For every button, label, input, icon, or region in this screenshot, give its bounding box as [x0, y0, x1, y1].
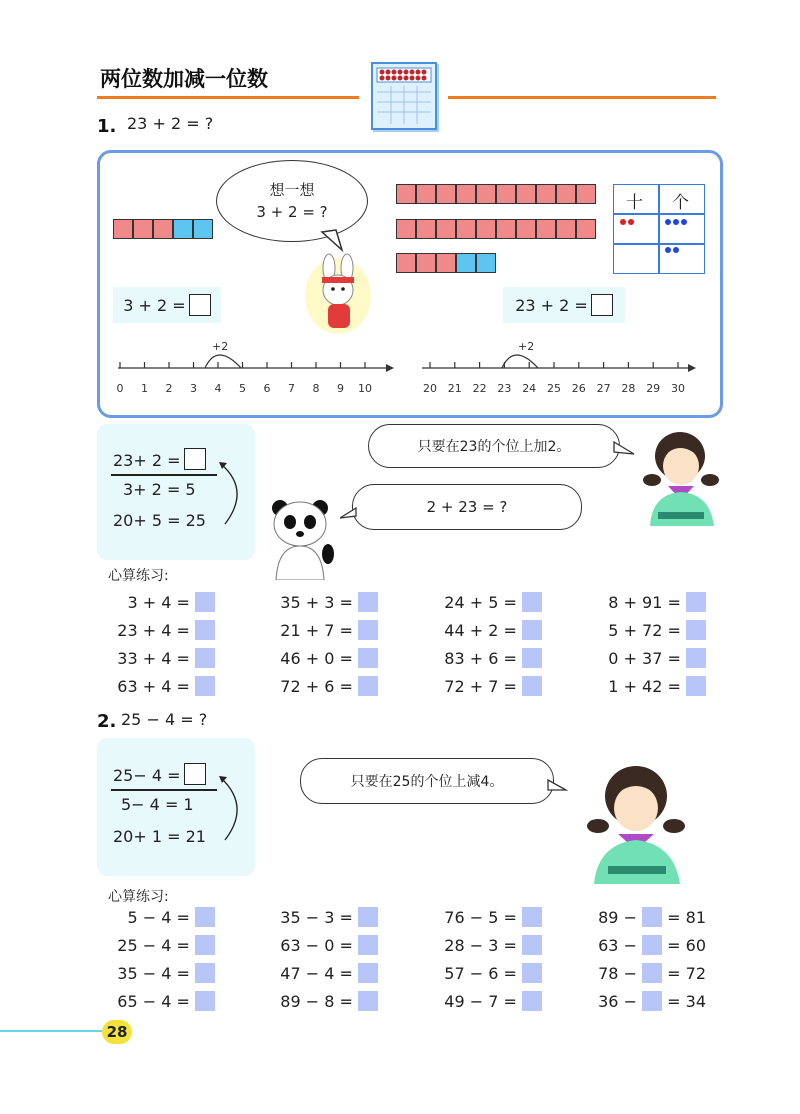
practice-item: [444, 620, 542, 640]
practice-text: 5 − 4 =: [127, 908, 195, 927]
ten-bar-2: [396, 219, 596, 239]
red-unit: [556, 219, 576, 239]
practice-text: 57 − 6 =: [444, 964, 522, 983]
rabbit-figure: [302, 250, 374, 336]
practice-item: [280, 648, 378, 668]
practice-item: [117, 676, 215, 696]
answer-blank[interactable]: [522, 648, 542, 668]
answer-blank[interactable]: [686, 620, 706, 640]
practice-text: 1 + 42 =: [608, 677, 686, 696]
answer-box[interactable]: [184, 448, 206, 470]
ones-counters: [662, 217, 702, 247]
practice-item: [127, 592, 215, 612]
red-unit: [556, 184, 576, 204]
practice-item: [117, 648, 215, 668]
red-unit: [536, 219, 556, 239]
practice-text: 89 −: [598, 908, 643, 927]
girl-figure-2: [584, 752, 690, 884]
tick-label: 3: [190, 382, 197, 395]
practice-text: 78 −: [598, 964, 643, 983]
practice-text: 63 + 4 =: [117, 677, 195, 696]
red-unit: [516, 219, 536, 239]
answer-blank[interactable]: [522, 676, 542, 696]
practice-item: [280, 991, 378, 1011]
tick-label: 1: [141, 382, 148, 395]
practice-text: = 72: [662, 964, 706, 983]
practice-text: 63 −: [598, 936, 643, 955]
answer-blank[interactable]: [522, 907, 542, 927]
tick-label: 27: [596, 382, 611, 395]
practice-text: 35 − 3 =: [280, 908, 358, 927]
practice-text: 65 − 4 =: [117, 992, 195, 1011]
practice-text: = 81: [662, 908, 706, 927]
calc-text: 25− 4 =: [113, 766, 181, 785]
practice-item: [598, 907, 706, 927]
practice-item: [444, 907, 542, 927]
girl-speech-bubble-1: 只要在23的个位上加2。: [368, 424, 620, 468]
red-unit: [396, 184, 416, 204]
practice-text: 23 + 4 =: [117, 621, 195, 640]
practice-item: [608, 620, 706, 640]
practice-text: = 34: [662, 992, 706, 1011]
answer-blank[interactable]: [195, 991, 215, 1011]
tick-label: 22: [472, 382, 487, 395]
section-2-number: 2.: [97, 711, 117, 732]
practice-text: 76 − 5 =: [444, 908, 522, 927]
blue-unit: [193, 219, 213, 239]
page-number: 28: [102, 1020, 132, 1044]
tick-label: 4: [214, 382, 222, 395]
title-underline-left: [97, 96, 359, 99]
tick-label: 0: [116, 382, 124, 395]
practice-text: 49 − 7 =: [444, 992, 522, 1011]
practice-item: [117, 991, 215, 1011]
bubble-tail: [338, 506, 358, 522]
answer-blank[interactable]: [686, 648, 706, 668]
big-equation: 23 + 2 =: [515, 295, 588, 315]
tick-label: 25: [547, 382, 561, 395]
practice-text: 21 + 7 =: [280, 621, 358, 640]
red-unit: [153, 219, 173, 239]
answer-blank[interactable]: [358, 676, 378, 696]
red-unit: [476, 219, 496, 239]
blue-unit: [476, 253, 496, 273]
answer-blank[interactable]: [522, 620, 542, 640]
practice-text: 0 + 37 =: [608, 649, 686, 668]
practice-text: 28 − 3 =: [444, 936, 522, 955]
answer-box[interactable]: [184, 763, 206, 785]
red-unit: [133, 219, 153, 239]
practice-text: 72 + 7 =: [444, 677, 522, 696]
tick-label: 26: [571, 382, 586, 395]
tick-label: 5: [239, 382, 246, 395]
tick-label: 8: [312, 382, 320, 395]
answer-blank[interactable]: [195, 935, 215, 955]
practice-text: 72 + 6 =: [280, 677, 358, 696]
bubble-tail: [546, 778, 568, 796]
practice-item: [117, 935, 215, 955]
practice-item: [598, 991, 706, 1011]
red-unit: [496, 184, 516, 204]
practice-text: 47 − 4 =: [280, 964, 358, 983]
bubble-tail: [612, 440, 636, 460]
red-unit: [416, 253, 436, 273]
tens-header: 十: [626, 193, 643, 213]
practice-text: 3 + 4 =: [127, 593, 195, 612]
practice-label-2: 心算练习:: [108, 889, 169, 905]
practice-item: [280, 676, 378, 696]
red-unit: [113, 219, 133, 239]
answer-blank[interactable]: [642, 991, 662, 1011]
practice-item: [444, 592, 542, 612]
tick-label: 29: [646, 382, 661, 395]
number-line-big: [418, 336, 708, 400]
tick-label: 10: [358, 382, 372, 395]
practice-text: 35 + 3 =: [280, 593, 358, 612]
practice-text: 5 + 72 =: [608, 621, 686, 640]
calc-arrow: [217, 774, 251, 846]
blue-unit: [173, 219, 193, 239]
practice-text: 83 + 6 =: [444, 649, 522, 668]
practice-item: [608, 676, 706, 696]
calc-line-1: [113, 448, 206, 470]
practice-item: [598, 963, 706, 983]
calc-line-3: 20+ 1 = 21: [113, 827, 206, 846]
practice-text: 44 + 2 =: [444, 621, 522, 640]
chart-divider-h1: [614, 213, 704, 215]
practice-item: [280, 935, 378, 955]
practice-item: [127, 907, 215, 927]
answer-blank[interactable]: [522, 592, 542, 612]
section-1-number: 1.: [97, 116, 117, 137]
practice-text: 25 − 4 =: [117, 936, 195, 955]
practice-text: 35 − 4 =: [117, 964, 195, 983]
red-unit: [396, 219, 416, 239]
answer-blank[interactable]: [358, 991, 378, 1011]
girl-figure-1: [640, 420, 726, 526]
place-value-chart: [613, 184, 705, 274]
practice-item: [117, 620, 215, 640]
tick-label: 7: [288, 382, 295, 395]
practice-item: [280, 963, 378, 983]
tick-label: 2: [165, 382, 173, 395]
ten-bar-1: [396, 184, 596, 204]
practice-item: [608, 648, 706, 668]
tick-label: 21: [447, 382, 462, 395]
red-unit: [436, 219, 456, 239]
red-unit: [576, 184, 596, 204]
practice-text: 24 + 5 =: [444, 593, 522, 612]
calc-text: 23+ 2 =: [113, 451, 181, 470]
red-unit: [396, 253, 416, 273]
practice-text: 63 − 0 =: [280, 936, 358, 955]
answer-blank[interactable]: [195, 648, 215, 668]
practice-item: [444, 991, 542, 1011]
answer-blank[interactable]: [195, 620, 215, 640]
tick-label: 20: [423, 382, 437, 395]
vertical-calc-card-2: [97, 738, 255, 876]
practice-item: [444, 963, 542, 983]
answer-blank[interactable]: [358, 648, 378, 668]
calc-line-2: 5− 4 = 1: [121, 795, 194, 814]
practice-item: [280, 620, 378, 640]
title-underline-right: [448, 96, 716, 99]
red-unit: [436, 184, 456, 204]
calc-line-2: 3+ 2 = 5: [123, 480, 196, 499]
answer-blank[interactable]: [358, 592, 378, 612]
answer-blank[interactable]: [195, 963, 215, 983]
answer-blank[interactable]: [358, 963, 378, 983]
section-2-question: 25 − 4 = ?: [121, 710, 208, 729]
girl-speech-bubble-2: 只要在25的个位上减4。: [300, 758, 554, 804]
calc-arrow: [217, 460, 251, 530]
red-unit: [536, 184, 556, 204]
red-unit: [516, 184, 536, 204]
practice-item: [444, 935, 542, 955]
answer-blank[interactable]: [358, 907, 378, 927]
answer-blank[interactable]: [195, 676, 215, 696]
red-unit: [496, 219, 516, 239]
answer-blank[interactable]: [686, 592, 706, 612]
tick-label: 9: [337, 382, 344, 395]
practice-item: [444, 648, 542, 668]
small-equation-card: [113, 287, 221, 323]
chart-divider-v: [658, 185, 660, 273]
practice-label-1: 心算练习:: [108, 568, 169, 584]
think-bubble-line-2: 3 + 2 = ?: [256, 203, 328, 221]
jump-label: +2: [212, 340, 229, 353]
number-line-small: [108, 336, 398, 400]
big-equation-card: [503, 287, 625, 323]
red-unit: [416, 219, 436, 239]
ones-bar: [396, 253, 496, 273]
vertical-calc-card-1: [97, 424, 255, 560]
tick-label: 24: [522, 382, 537, 395]
practice-item: [280, 592, 378, 612]
tick-label: 6: [263, 382, 271, 395]
practice-text: 8 + 91 =: [608, 593, 686, 612]
small-equation: 3 + 2 =: [123, 295, 186, 315]
ones-header: 个: [672, 193, 689, 213]
answer-blank[interactable]: [358, 935, 378, 955]
answer-blank[interactable]: [195, 907, 215, 927]
calc-line-3: 20+ 5 = 25: [113, 511, 206, 530]
think-bubble-line-1: 想一想: [269, 181, 315, 199]
added-counters: [662, 245, 702, 257]
practice-item: [444, 676, 542, 696]
blue-unit: [456, 253, 476, 273]
answer-blank[interactable]: [686, 676, 706, 696]
practice-text: 36 −: [598, 992, 643, 1011]
calc-line-1: [113, 763, 206, 785]
tick-label: 23: [497, 382, 512, 395]
red-unit: [576, 219, 596, 239]
practice-item: [608, 592, 706, 612]
panda-figure: [268, 494, 338, 580]
red-unit: [436, 253, 456, 273]
answer-blank[interactable]: [642, 907, 662, 927]
panda-speech-bubble: 2 + 23 = ?: [352, 484, 582, 530]
answer-box[interactable]: [189, 294, 211, 316]
red-unit: [456, 219, 476, 239]
practice-text: 33 + 4 =: [117, 649, 195, 668]
jump-label: +2: [518, 340, 535, 353]
practice-text: 46 + 0 =: [280, 649, 358, 668]
calc-divider: [111, 474, 217, 476]
tick-label: 28: [621, 382, 636, 395]
tens-counters: [618, 217, 658, 229]
answer-blank[interactable]: [522, 991, 542, 1011]
answer-blank[interactable]: [642, 935, 662, 955]
red-unit: [456, 184, 476, 204]
practice-item: [598, 935, 706, 955]
answer-blank[interactable]: [642, 963, 662, 983]
answer-box[interactable]: [591, 294, 613, 316]
small-bar: [113, 219, 213, 239]
section-1-question: 23 + 2 = ?: [127, 114, 214, 133]
red-unit: [416, 184, 436, 204]
page-title: 两位数加减一位数: [100, 67, 268, 91]
practice-item: [117, 963, 215, 983]
practice-text: = 60: [662, 936, 706, 955]
answer-blank[interactable]: [522, 935, 542, 955]
practice-text: 89 − 8 =: [280, 992, 358, 1011]
answer-blank[interactable]: [195, 592, 215, 612]
footer-line: [0, 1030, 108, 1032]
red-unit: [476, 184, 496, 204]
practice-item: [280, 907, 378, 927]
answer-blank[interactable]: [358, 620, 378, 640]
abacus-icon: [371, 62, 437, 130]
tick-label: 30: [671, 382, 685, 395]
calc-divider: [111, 789, 217, 791]
answer-blank[interactable]: [522, 963, 542, 983]
